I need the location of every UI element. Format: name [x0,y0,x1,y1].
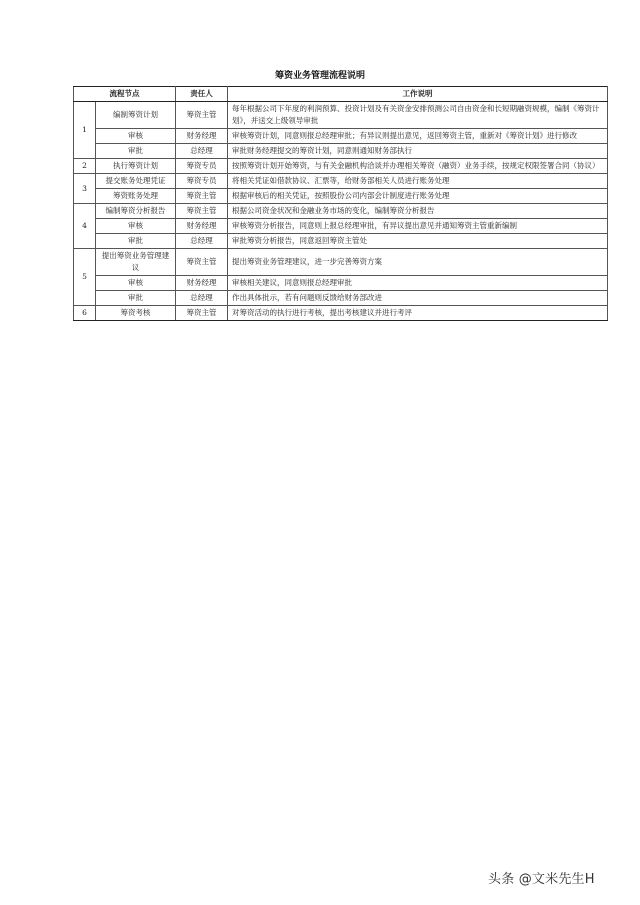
table-body [74,102,608,321]
work-description: 按照筹资计划开始筹资，与有关金融机构洽谈并办理相关筹资（融资）业务手续，按规定权限签署合同（协议） [228,159,608,174]
responsible-person: 筹资主管 [176,249,228,276]
process-node: 筹资考核 [96,306,176,321]
process-node: 审核 [96,276,176,291]
responsible-person: 总经理 [176,234,228,249]
table-row [74,234,608,249]
responsible-person: 筹资主管 [176,102,228,129]
responsible-person: 总经理 [176,291,228,306]
document-title: 筹资业务管理流程说明 [274,71,365,81]
table-row [74,249,608,276]
header-node: 流程节点 [74,87,176,102]
responsible-person: 财务经理 [176,219,228,234]
responsible-person: 总经理 [176,144,228,159]
table-row [74,144,608,159]
table-row [74,189,608,204]
work-description: 根据审核后的相关凭证，按照股份公司内部会计制度进行账务处理 [228,189,608,204]
work-description: 审核相关建议，同意则报总经理审批 [228,276,608,291]
work-description: 提出筹资业务管理建议，进一步完善筹资方案 [228,249,608,276]
responsible-person: 筹资主管 [176,189,228,204]
step-number: 1 [74,102,96,159]
table-row [74,159,608,174]
process-node: 提出筹资业务管理建议 [96,249,176,276]
work-description: 每年根据公司下年度的利润预算、投资计划及有关资金安排预测公司自由资金和长短期融资规模，编制《筹资计划》，并送交上级领导审批 [228,102,608,129]
table-row [74,276,608,291]
table-row [74,174,608,189]
responsible-person: 财务经理 [176,276,228,291]
table-row [74,291,608,306]
table-header-row [74,87,608,102]
work-description: 审核筹资分析报告，同意则上报总经理审批，有异议提出意见并通知筹资主管重新编制 [228,219,608,234]
process-node: 编制筹资计划 [96,102,176,129]
responsible-person: 筹资主管 [176,306,228,321]
table-row [74,204,608,219]
work-description: 审批财务经理提交的筹资计划，同意则通知财务部执行 [228,144,608,159]
process-table [73,86,608,321]
responsible-person: 筹资专员 [176,174,228,189]
table-row [74,306,608,321]
process-node: 编制筹资分析报告 [96,204,176,219]
work-description: 审批筹资分析报告，同意返回筹资主管处 [228,234,608,249]
table-row [74,102,608,129]
process-node: 提交账务处理凭证 [96,174,176,189]
header-owner: 责任人 [176,87,228,102]
step-number: 4 [74,204,96,249]
process-node: 筹资账务处理 [96,189,176,204]
step-number: 3 [74,174,96,204]
process-node: 审核 [96,219,176,234]
process-node: 执行筹资计划 [96,159,176,174]
table-row [74,219,608,234]
step-number: 5 [74,249,96,306]
source-watermark: 头条 @文米先生H [488,872,595,887]
responsible-person: 财务经理 [176,129,228,144]
responsible-person: 筹资专员 [176,159,228,174]
work-description: 审核筹资计划，同意则报总经理审批；有异议则提出意见，返回筹资主管，重新对《筹资计划》进行修改 [228,129,608,144]
work-description: 将相关凭证如借款协议、汇票等，给财务部相关人员进行账务处理 [228,174,608,189]
step-number: 6 [74,306,96,321]
step-number: 2 [74,159,96,174]
table-row [74,129,608,144]
process-node: 审核 [96,129,176,144]
work-description: 对筹资活动的执行进行考核，提出考核建议并进行考评 [228,306,608,321]
work-description: 作出具体批示，若有问题则反馈给财务部改进 [228,291,608,306]
process-node: 审批 [96,144,176,159]
process-node: 审批 [96,291,176,306]
responsible-person: 筹资主管 [176,204,228,219]
work-description: 根据公司资金状况和金融业务市场的变化，编制筹资分析报告 [228,204,608,219]
header-desc: 工作说明 [228,87,608,102]
process-node: 审批 [96,234,176,249]
